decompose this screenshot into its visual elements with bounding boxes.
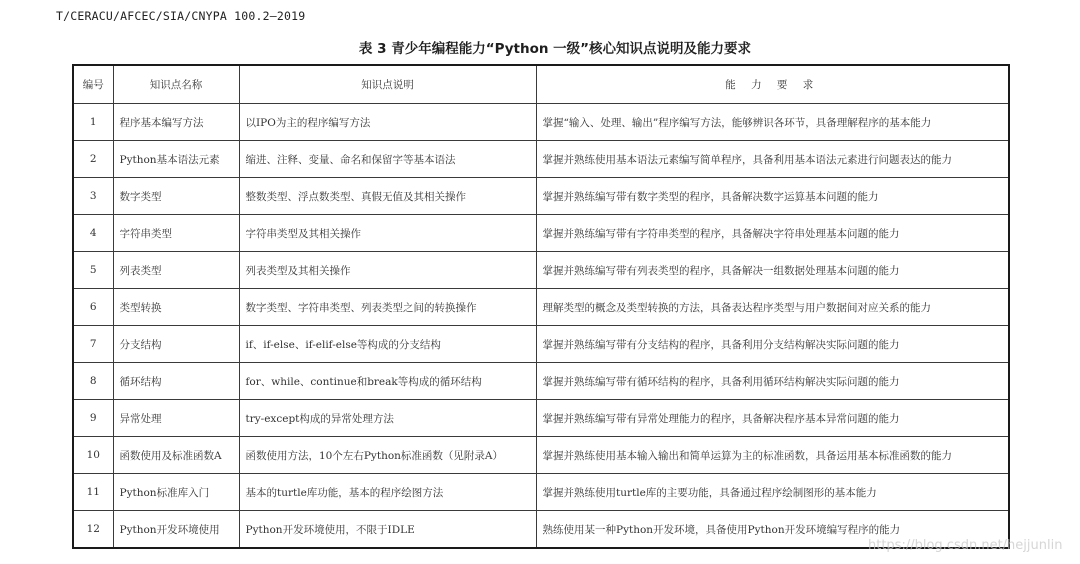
cell-number: 7 <box>73 326 113 363</box>
table-row <box>73 104 1009 141</box>
cell-number: 9 <box>73 400 113 437</box>
table-row <box>73 252 1009 289</box>
cell-description: Python开发环境使用，不限于IDLE <box>239 511 536 549</box>
cell-name: 程序基本编写方法 <box>113 104 239 141</box>
cell-name: 异常处理 <box>113 400 239 437</box>
cell-description: 函数使用方法，10个左右Python标准函数（见附录A） <box>239 437 536 474</box>
standard-code: T/CERACU/AFCEC/SIA/CNYPA 100.2—2019 <box>56 9 306 23</box>
cell-requirement: 掌握并熟练使用基本输入输出和简单运算为主的标准函数，具备运用基本标准函数的能力 <box>536 437 1009 474</box>
cell-description: 基本的turtle库功能，基本的程序绘图方法 <box>239 474 536 511</box>
cell-description: try-except构成的异常处理方法 <box>239 400 536 437</box>
table-title: 表 3 青少年编程能力“Python 一级”核心知识点说明及能力要求 <box>358 41 752 57</box>
cell-description: 以IPO为主的程序编写方法 <box>239 104 536 141</box>
cell-number: 5 <box>73 252 113 289</box>
cell-requirement: 掌握并熟练编写带有列表类型的程序，具备解决一组数据处理基本问题的能力 <box>536 252 1009 289</box>
cell-name: 分支结构 <box>113 326 239 363</box>
cell-number: 11 <box>73 474 113 511</box>
cell-name: 数字类型 <box>113 178 239 215</box>
cell-number: 6 <box>73 289 113 326</box>
cell-requirement: 掌握并熟练使用基本语法元素编写简单程序，具备利用基本语法元素进行问题表达的能力 <box>536 141 1009 178</box>
cell-description: for、while、continue和break等构成的循环结构 <box>239 363 536 400</box>
cell-description: 整数类型、浮点数类型、真假无值及其相关操作 <box>239 178 536 215</box>
header-description: 知识点说明 <box>239 65 536 104</box>
table-row <box>73 141 1009 178</box>
cell-requirement: 掌握并熟练使用turtle库的主要功能，具备通过程序绘制图形的基本能力 <box>536 474 1009 511</box>
header-name: 知识点名称 <box>113 65 239 104</box>
table-row <box>73 215 1009 252</box>
cell-description: 字符串类型及其相关操作 <box>239 215 536 252</box>
cell-name: 字符串类型 <box>113 215 239 252</box>
cell-name: Python基本语法元素 <box>113 141 239 178</box>
cell-name: 类型转换 <box>113 289 239 326</box>
cell-number: 1 <box>73 104 113 141</box>
cell-number: 10 <box>73 437 113 474</box>
cell-requirement: 掌握并熟练编写带有分支结构的程序，具备利用分支结构解决实际问题的能力 <box>536 326 1009 363</box>
table-row <box>73 474 1009 511</box>
cell-requirement: 掌握并熟练编写带有数字类型的程序，具备解决数字运算基本问题的能力 <box>536 178 1009 215</box>
table-row <box>73 289 1009 326</box>
cell-name: 函数使用及标准函数A <box>113 437 239 474</box>
table-header-row <box>73 65 1009 104</box>
cell-number: 2 <box>73 141 113 178</box>
table-row <box>73 400 1009 437</box>
cell-number: 12 <box>73 511 113 549</box>
cell-description: if、if-else、if-elif-else等构成的分支结构 <box>239 326 536 363</box>
cell-requirement: 掌握“输入、处理、输出”程序编写方法，能够辨识各环节，具备理解程序的基本能力 <box>536 104 1009 141</box>
cell-number: 8 <box>73 363 113 400</box>
table-row <box>73 326 1009 363</box>
cell-name: 循环结构 <box>113 363 239 400</box>
table-row <box>73 437 1009 474</box>
cell-requirement: 熟练使用某一种Python开发环境，具备使用Python开发环境编写程序的能力 <box>536 511 1009 549</box>
cell-description: 列表类型及其相关操作 <box>239 252 536 289</box>
cell-name: Python开发环境使用 <box>113 511 239 549</box>
knowledge-table <box>72 64 1010 549</box>
cell-description: 缩进、注释、变量、命名和保留字等基本语法 <box>239 141 536 178</box>
cell-requirement: 掌握并熟练编写带有循环结构的程序，具备利用循环结构解决实际问题的能力 <box>536 363 1009 400</box>
cell-name: Python标准库入门 <box>113 474 239 511</box>
cell-name: 列表类型 <box>113 252 239 289</box>
cell-requirement: 掌握并熟练编写带有异常处理能力的程序，具备解决程序基本异常问题的能力 <box>536 400 1009 437</box>
table-row <box>73 363 1009 400</box>
cell-requirement: 理解类型的概念及类型转换的方法，具备表达程序类型与用户数据间对应关系的能力 <box>536 289 1009 326</box>
watermark: https://blog.csdn.net/hejjunlin <box>868 538 1063 553</box>
table-row <box>73 178 1009 215</box>
cell-description: 数字类型、字符串类型、列表类型之间的转换操作 <box>239 289 536 326</box>
header-requirement: 能 力 要 求 <box>536 65 1009 104</box>
header-number: 编号 <box>73 65 113 104</box>
cell-number: 3 <box>73 178 113 215</box>
cell-number: 4 <box>73 215 113 252</box>
cell-requirement: 掌握并熟练编写带有字符串类型的程序，具备解决字符串处理基本问题的能力 <box>536 215 1009 252</box>
